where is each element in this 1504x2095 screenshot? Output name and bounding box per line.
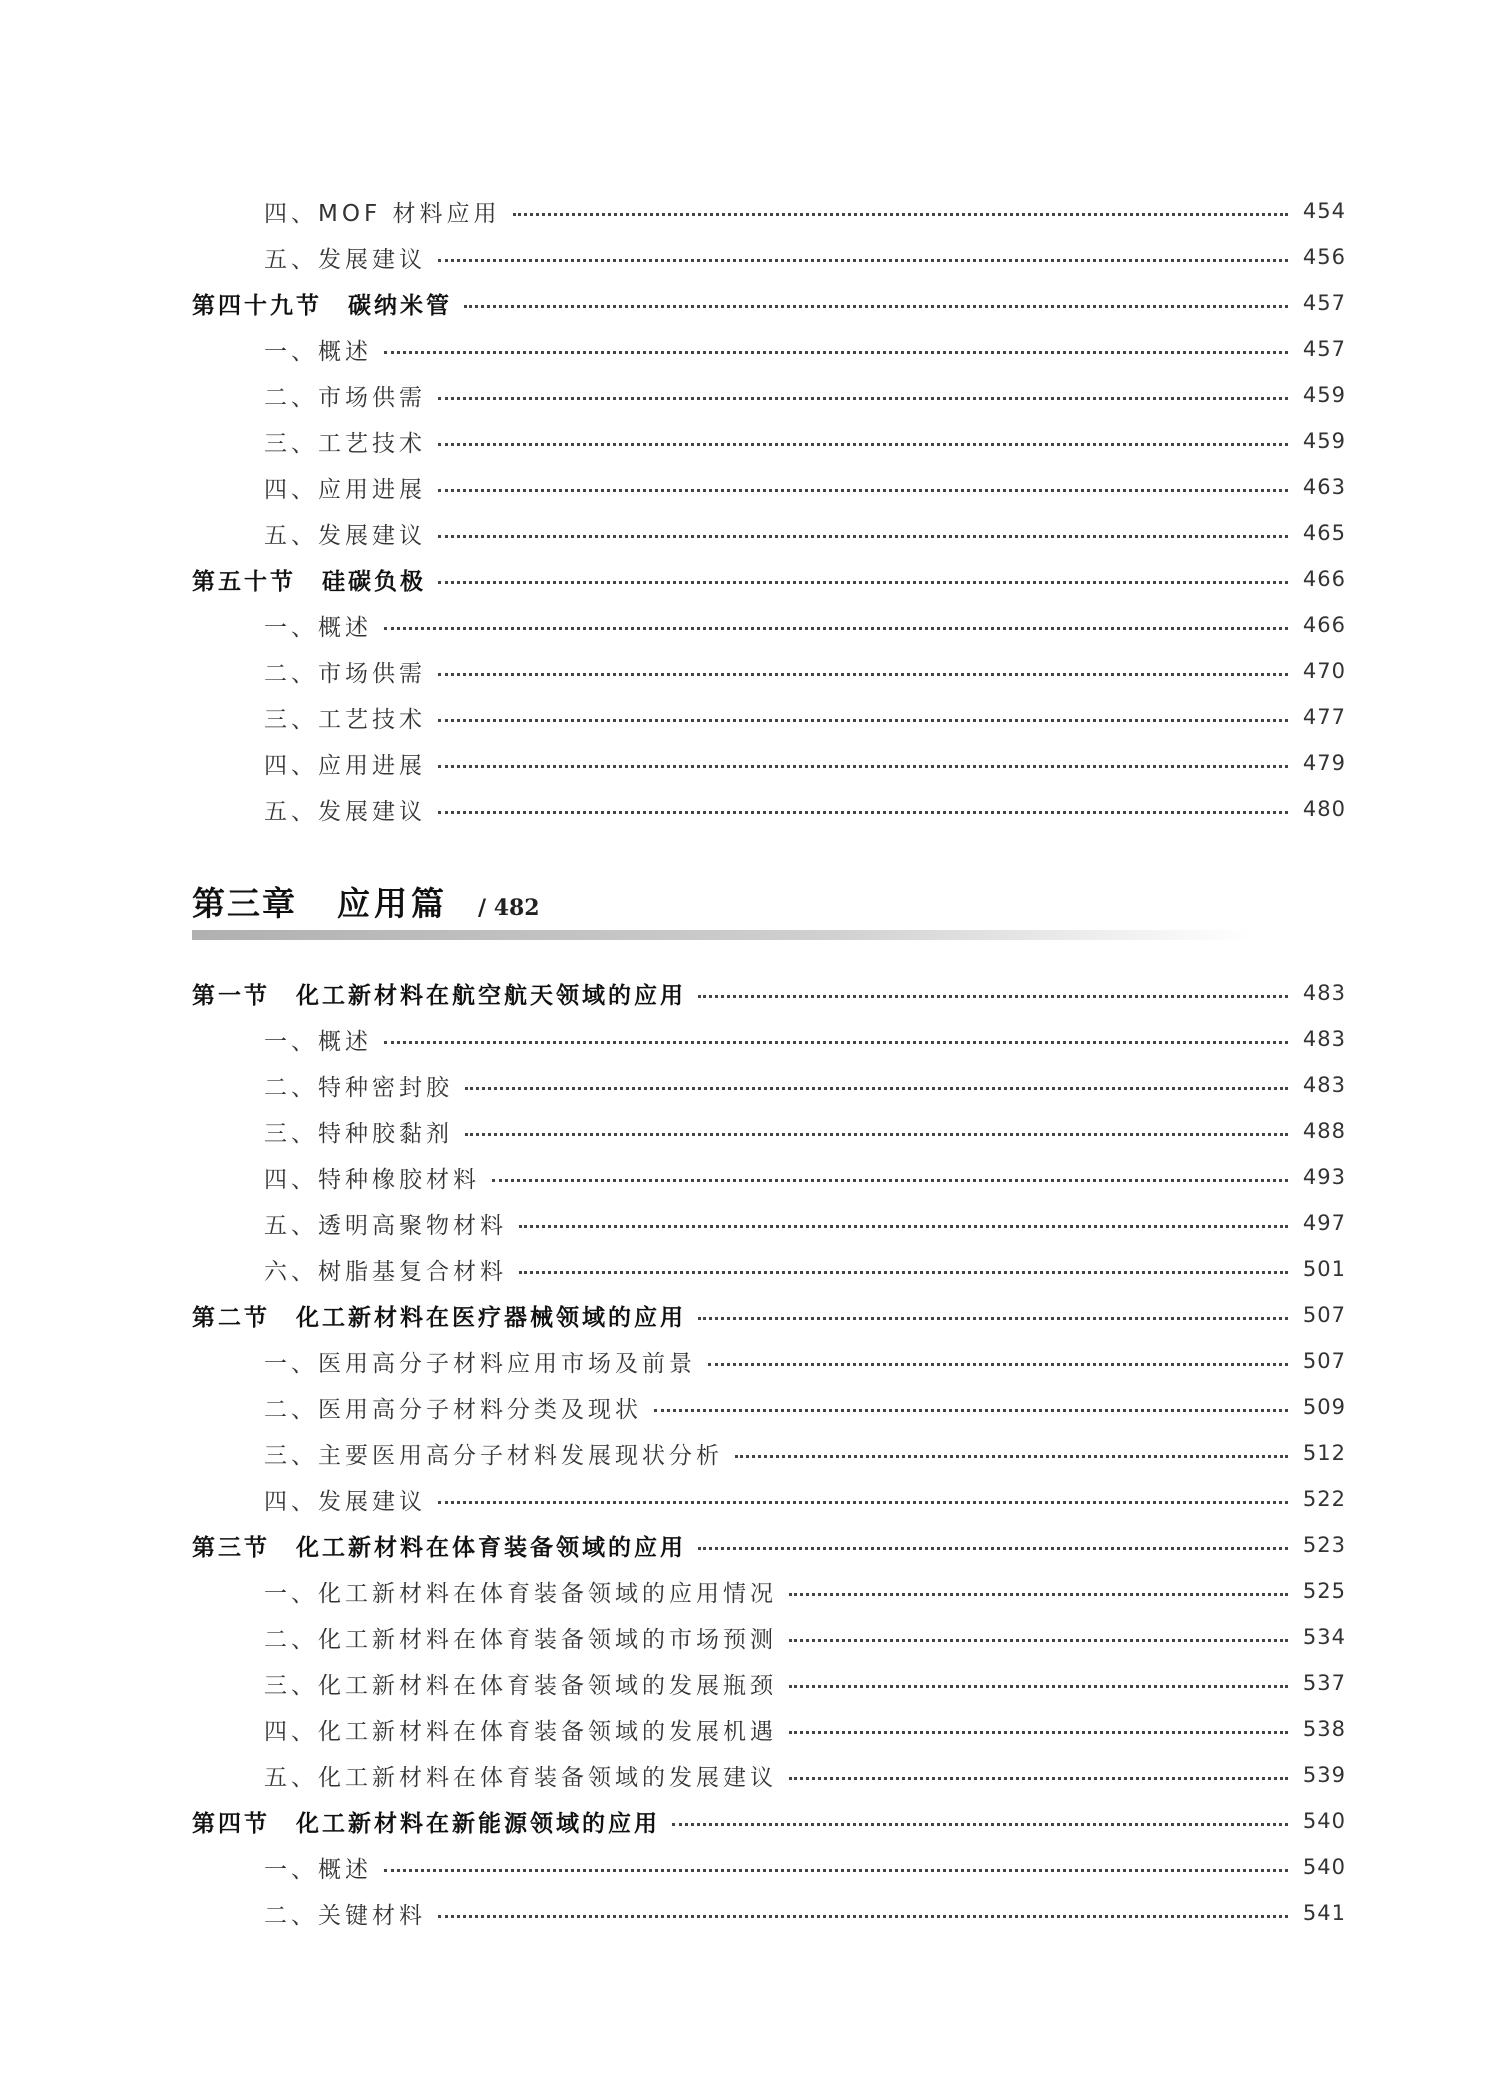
dot-leader [789, 1639, 1288, 1642]
dot-leader [519, 1225, 1288, 1228]
toc-entry-page: 497 [1302, 1211, 1346, 1235]
dot-leader [438, 581, 1288, 584]
toc-entry-label: 一、化工新材料在体育装备领域的应用情况 [264, 1580, 777, 1607]
toc-entry-page: 509 [1302, 1395, 1346, 1419]
toc-section-label: 第一节 化工新材料在航空航天领域的应用 [192, 982, 686, 1009]
toc-entry-label: 四、应用进展 [264, 476, 426, 503]
toc-entry-label: 二、关键材料 [264, 1902, 426, 1929]
toc-entry-label: 二、医用高分子材料分类及现状 [264, 1396, 642, 1423]
dot-leader [465, 1087, 1288, 1090]
toc-entry-page: 493 [1302, 1165, 1346, 1189]
toc-entry-label: 四、特种橡胶材料 [264, 1166, 480, 1193]
dot-leader [438, 673, 1288, 676]
dot-leader [513, 213, 1289, 216]
toc-entry[interactable] [192, 1614, 1346, 1660]
dot-leader [464, 305, 1288, 308]
dot-leader [654, 1409, 1288, 1412]
toc-entry[interactable] [192, 418, 1346, 464]
toc-entry[interactable] [192, 1108, 1346, 1154]
toc-entry[interactable] [192, 1200, 1346, 1246]
toc-entry-label: 二、特种密封胶 [264, 1074, 453, 1101]
toc-entry-label: 四、应用进展 [264, 752, 426, 779]
toc-entry[interactable] [192, 234, 1346, 280]
chapter-divider [192, 930, 1252, 940]
toc-entry[interactable] [192, 464, 1346, 510]
toc-entry[interactable] [192, 740, 1346, 786]
toc-entry-page: 488 [1302, 1119, 1346, 1143]
toc-entry[interactable] [192, 1844, 1346, 1890]
toc-entry-page: 465 [1302, 521, 1346, 545]
toc-entry[interactable] [192, 694, 1346, 740]
dot-leader [708, 1363, 1288, 1366]
toc-section-label: 第二节 化工新材料在医疗器械领域的应用 [192, 1304, 686, 1331]
dot-leader [492, 1179, 1288, 1182]
toc-entry[interactable] [192, 1660, 1346, 1706]
dot-leader [438, 259, 1288, 262]
toc-entry[interactable] [192, 1752, 1346, 1798]
dot-leader [438, 535, 1288, 538]
toc-entry-label: 三、特种胶黏剂 [264, 1120, 453, 1147]
toc-entry[interactable] [192, 510, 1346, 556]
toc-entry[interactable] [192, 786, 1346, 832]
toc-entry[interactable] [192, 1568, 1346, 1614]
toc-entry-page: 538 [1302, 1717, 1346, 1741]
toc-entry[interactable] [192, 326, 1346, 372]
toc-entry-label: 三、工艺技术 [264, 430, 426, 457]
chapter-title: 应用篇 [337, 884, 448, 923]
toc-entry[interactable] [192, 1476, 1346, 1522]
toc-list-part1 [192, 188, 1346, 832]
toc-entry-page: 457 [1302, 337, 1346, 361]
toc-entry[interactable] [192, 1890, 1346, 1936]
toc-entry-page: 537 [1302, 1671, 1346, 1695]
toc-entry-label: 四、MOF 材料应用 [264, 200, 501, 227]
dot-leader [672, 1823, 1288, 1826]
toc-entry-label: 三、化工新材料在体育装备领域的发展瓶颈 [264, 1672, 777, 1699]
toc-section-label: 第四节 化工新材料在新能源领域的应用 [192, 1810, 660, 1837]
toc-entry-page: 539 [1302, 1763, 1346, 1787]
toc-entry[interactable] [192, 1154, 1346, 1200]
toc-entry-page: 483 [1302, 1073, 1346, 1097]
chapter-page: / 482 [478, 895, 540, 921]
toc-section-entry[interactable] [192, 1292, 1346, 1338]
dot-leader [698, 1317, 1288, 1320]
toc-entry-page: 540 [1302, 1809, 1346, 1833]
toc-entry[interactable] [192, 648, 1346, 694]
toc-entry-label: 五、发展建议 [264, 522, 426, 549]
toc-section-label: 第三节 化工新材料在体育装备领域的应用 [192, 1534, 686, 1561]
toc-entry-label: 三、工艺技术 [264, 706, 426, 733]
toc-entry-label: 五、发展建议 [264, 246, 426, 273]
toc-entry-label: 二、市场供需 [264, 384, 426, 411]
toc-section-label: 第五十节 硅碳负极 [192, 568, 426, 595]
toc-entry-page: 507 [1302, 1349, 1346, 1373]
toc-entry-label: 二、化工新材料在体育装备领域的市场预测 [264, 1626, 777, 1653]
toc-entry-page: 540 [1302, 1855, 1346, 1879]
toc-entry-page: 512 [1302, 1441, 1346, 1465]
dot-leader [438, 1915, 1288, 1918]
toc-entry[interactable] [192, 1016, 1346, 1062]
toc-entry[interactable] [192, 1062, 1346, 1108]
dot-leader [438, 397, 1288, 400]
toc-section-entry[interactable] [192, 1798, 1346, 1844]
toc-section-entry[interactable] [192, 280, 1346, 326]
dot-leader [519, 1271, 1288, 1274]
toc-entry-page: 459 [1302, 429, 1346, 453]
dot-leader [465, 1133, 1288, 1136]
toc-entry-label: 三、主要医用高分子材料发展现状分析 [264, 1442, 723, 1469]
toc-entry[interactable] [192, 188, 1346, 234]
toc-entry-page: 479 [1302, 751, 1346, 775]
toc-entry-page: 463 [1302, 475, 1346, 499]
toc-entry[interactable] [192, 1430, 1346, 1476]
toc-entry-label: 一、医用高分子材料应用市场及前景 [264, 1350, 696, 1377]
dot-leader [438, 1501, 1288, 1504]
toc-entry-page: 480 [1302, 797, 1346, 821]
dot-leader [438, 719, 1288, 722]
dot-leader [735, 1455, 1288, 1458]
toc-entry-label: 五、化工新材料在体育装备领域的发展建议 [264, 1764, 777, 1791]
toc-entry-label: 一、概述 [264, 1028, 372, 1055]
toc-entry[interactable] [192, 372, 1346, 418]
toc-entry-page: 466 [1302, 567, 1346, 591]
toc-entry[interactable] [192, 1706, 1346, 1752]
dot-leader [698, 995, 1288, 998]
toc-entry-page: 501 [1302, 1257, 1346, 1281]
toc-section-entry[interactable] [192, 1522, 1346, 1568]
dot-leader [384, 351, 1288, 354]
chapter-heading[interactable] [192, 878, 1346, 938]
dot-leader [698, 1547, 1288, 1550]
toc-entry-page: 456 [1302, 245, 1346, 269]
toc-entry-label: 六、树脂基复合材料 [264, 1258, 507, 1285]
toc-entry-page: 523 [1302, 1533, 1346, 1557]
toc-entry-label: 四、化工新材料在体育装备领域的发展机遇 [264, 1718, 777, 1745]
toc-entry-page: 541 [1302, 1901, 1346, 1925]
toc-entry-label: 一、概述 [264, 614, 372, 641]
toc-entry-label: 一、概述 [264, 338, 372, 365]
dot-leader [438, 811, 1288, 814]
toc-entry-page: 477 [1302, 705, 1346, 729]
toc-section-entry[interactable] [192, 556, 1346, 602]
dot-leader [789, 1731, 1288, 1734]
toc-entry-page: 534 [1302, 1625, 1346, 1649]
chapter-number: 第三章 [192, 884, 297, 923]
toc-entry-label: 五、透明高聚物材料 [264, 1212, 507, 1239]
dot-leader [384, 1041, 1288, 1044]
dot-leader [789, 1777, 1288, 1780]
toc-entry-label: 五、发展建议 [264, 798, 426, 825]
toc-entry-label: 二、市场供需 [264, 660, 426, 687]
dot-leader [438, 489, 1288, 492]
toc-entry[interactable] [192, 1246, 1346, 1292]
dot-leader [384, 627, 1288, 630]
toc-section-entry[interactable] [192, 970, 1346, 1016]
toc-entry-page: 470 [1302, 659, 1346, 683]
toc-entry[interactable] [192, 602, 1346, 648]
toc-entry[interactable] [192, 1384, 1346, 1430]
toc-entry-page: 525 [1302, 1579, 1346, 1603]
toc-entry-page: 507 [1302, 1303, 1346, 1327]
toc-entry-page: 457 [1302, 291, 1346, 315]
toc-entry-page: 522 [1302, 1487, 1346, 1511]
dot-leader [438, 765, 1288, 768]
toc-entry-page: 454 [1302, 199, 1346, 223]
toc-entry-page: 483 [1302, 981, 1346, 1005]
toc-entry-label: 四、发展建议 [264, 1488, 426, 1515]
toc-list-part2 [192, 970, 1346, 1936]
dot-leader [789, 1685, 1288, 1688]
toc-entry-label: 一、概述 [264, 1856, 372, 1883]
dot-leader [384, 1869, 1288, 1872]
toc-entry-page: 466 [1302, 613, 1346, 637]
toc-entry-page: 483 [1302, 1027, 1346, 1051]
dot-leader [438, 443, 1288, 446]
toc-entry[interactable] [192, 1338, 1346, 1384]
dot-leader [789, 1593, 1288, 1596]
toc-section-label: 第四十九节 碳纳米管 [192, 292, 452, 319]
toc-entry-page: 459 [1302, 383, 1346, 407]
